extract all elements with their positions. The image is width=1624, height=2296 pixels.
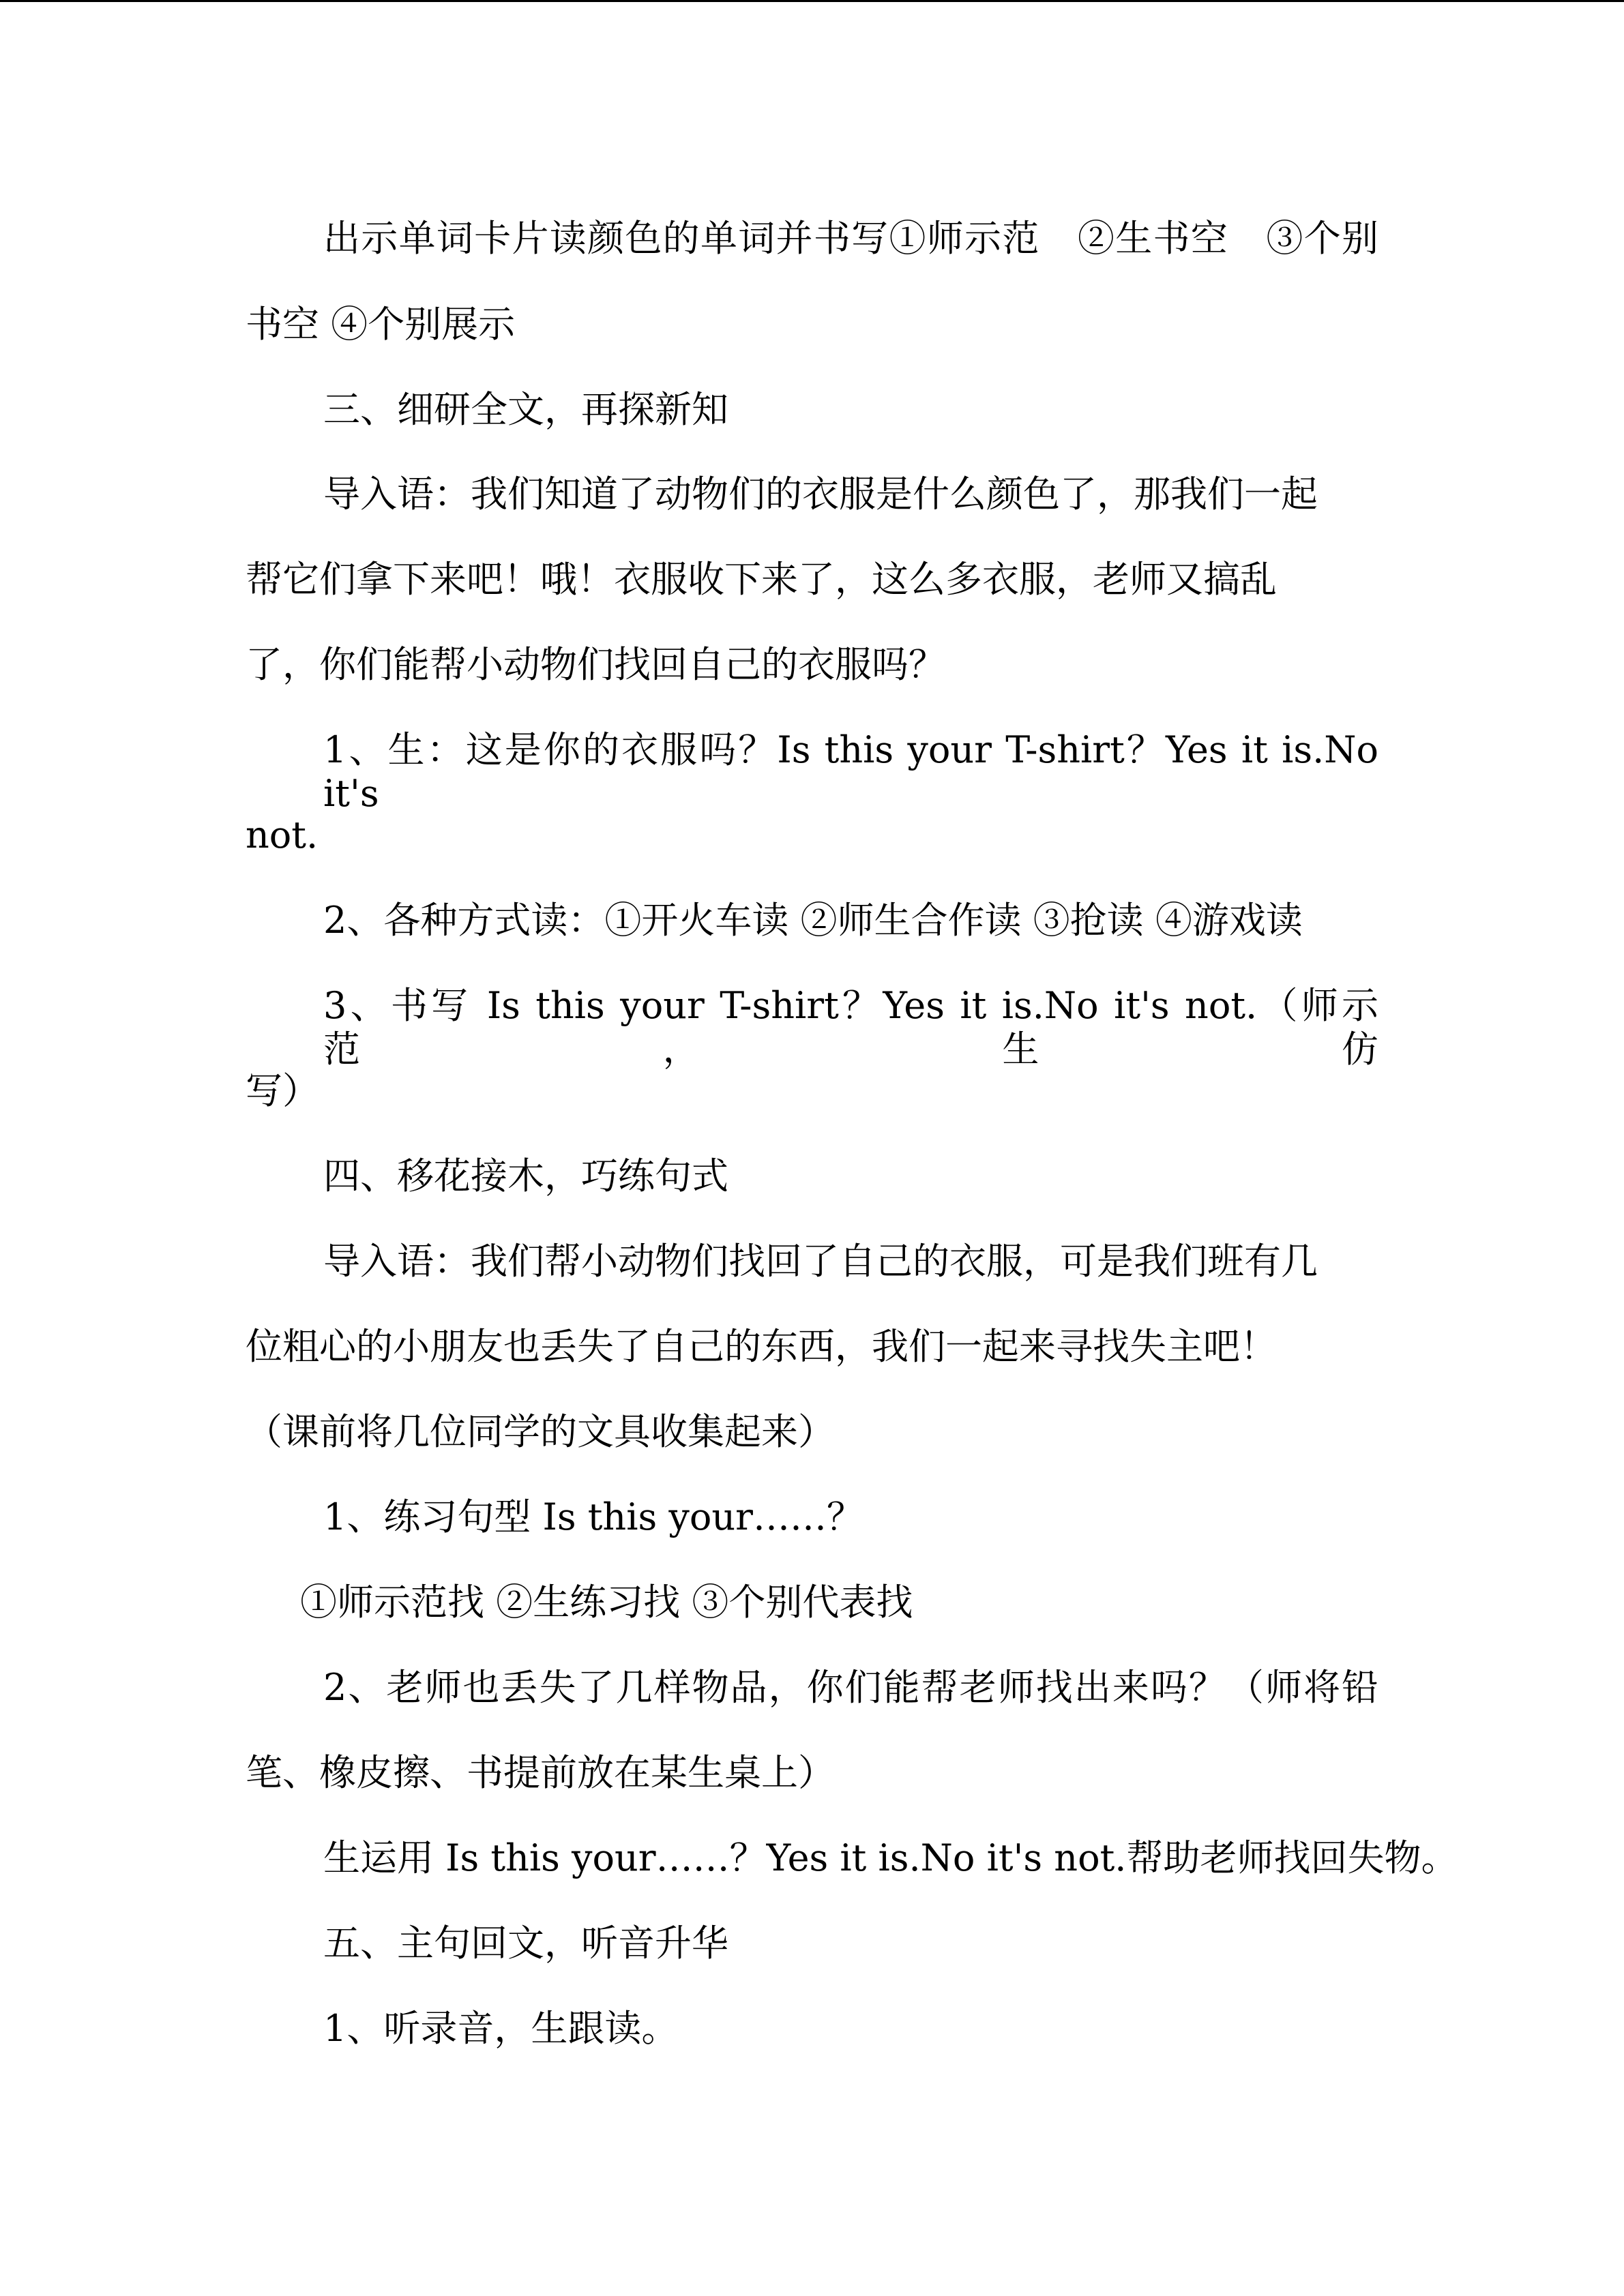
text-line-20: 生运用 Is this your……？Yes it is.No it's not.帮助老师找回失物。: [323, 1836, 1458, 1879]
text-line-19: 笔、橡皮擦、书提前放在某生桌上）: [246, 1751, 835, 1794]
text-line-9: 2、各种方式读：①开火车读 ②师生合作读 ③抢读 ④游戏读: [323, 899, 1303, 942]
text-line-8: not.: [246, 814, 319, 856]
text-line-2: 书空 ④个别展示: [246, 303, 516, 346]
text-line-11: 写）: [246, 1069, 319, 1112]
text-line-17: ①师示范找 ②生练习找 ③个别代表找: [300, 1581, 913, 1624]
text-line-16: 1、练习句型 Is this your……？: [323, 1495, 863, 1538]
text-line-7: 1、生：这是你的衣服吗？Is this your T-shirt？Yes it is.No it's: [323, 728, 1378, 815]
text-line-18: 2、老师也丢失了几样物品，你们能帮老师找出来吗？（师将铅: [323, 1666, 1378, 1709]
text-line-10: 3、书写 Is this your T-shirt？Yes it is.No it's not.（师示范，生仿: [323, 984, 1378, 1071]
text-line-6: 了，你们能帮小动物们找回自己的衣服吗？: [246, 643, 945, 686]
section-heading-4: 四、移花接木，巧练句式: [323, 1154, 728, 1197]
text-line-22: 1、听录音，生跟读。: [323, 2007, 679, 2050]
section-heading-3: 三、细研全文，再探新知: [323, 388, 728, 431]
text-line-15: （课前将几位同学的文具收集起来）: [246, 1410, 835, 1453]
section-heading-5: 五、主句回文，听音升华: [323, 1922, 728, 1965]
text-line-5: 帮它们拿下来吧！哦！衣服收下来了，这么多衣服，老师又搞乱: [246, 558, 1277, 601]
text-line-1: 出示单词卡片读颜色的单词并书写①师示范 ②生书空 ③个别: [323, 217, 1378, 260]
text-line-4: 导入语：我们知道了动物们的衣服是什么颜色了，那我们一起: [323, 473, 1318, 516]
text-line-14: 位粗心的小朋友也丢失了自己的东西，我们一起来寻找失主吧！: [246, 1325, 1277, 1368]
text-line-13: 导入语：我们帮小动物们找回了自己的衣服，可是我们班有几: [323, 1240, 1318, 1283]
